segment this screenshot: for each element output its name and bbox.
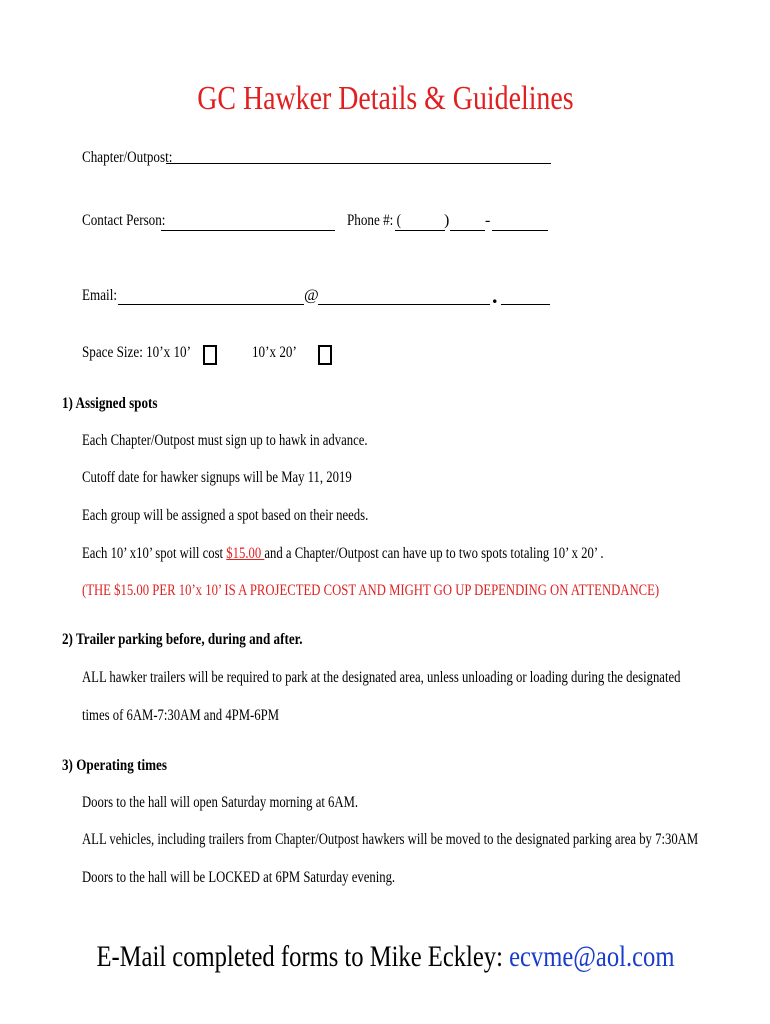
email-label: Email: [82,287,117,304]
section-trailer-parking-heading: 2) Trailer parking before, during and after. [62,631,303,648]
chapter-outpost-field[interactable] [166,163,551,164]
space-10x20-checkbox[interactable] [318,345,332,365]
phone-dash: - [485,212,491,229]
projected-cost-note: (THE $15.00 PER 10’x 10’ IS A PROJECTED COST AND MIGHT GO UP DEPENDING ON ATTENDANCE) [82,582,660,599]
phone-paren-close: ) [444,212,450,229]
section-operating-times-heading: 3) Operating times [62,757,167,774]
email-domain-field[interactable] [318,304,490,305]
phone-area-code-field[interactable] [395,230,445,231]
chapter-outpost-label: Chapter/Outpost: [82,149,173,166]
phone-prefix-field[interactable] [450,230,485,231]
paragraph: Doors to the hall will be LOCKED at 6PM Saturday evening. [82,869,396,886]
footer-text: E-Mail completed forms to Mike Eckley: [95,940,509,973]
email-tld-field[interactable] [501,304,550,305]
paragraph: Each group will be assigned a spot based on their needs. [82,507,369,524]
paragraph: ALL vehicles, including trailers from Chapter/Outpost hawkers will be moved to the designated parking area by 7:30AM [82,831,699,848]
price-value: $15.00 [226,545,265,562]
email-user-field[interactable] [118,304,304,305]
paragraph: ALL hawker trailers will be required to park at the designated area, unless unloading or loading during the designated [82,669,681,686]
contact-email-link[interactable]: ecvme@aol.com [508,940,675,973]
paragraph: times of 6AM-7:30AM and 4PM-6PM [82,707,280,724]
space-10x20-label: 10’x 20’ [252,344,297,361]
email-at-sign: @ [304,287,319,304]
space-10x10-checkbox[interactable] [203,345,217,365]
paragraph-spot-cost [82,545,718,563]
phone-label: Phone #: ( [347,212,401,229]
phone-line-field[interactable] [492,230,548,231]
space-size-label: Space Size: 10’x 10’ [82,344,191,361]
paragraph: Cutoff date for hawker signups will be May 11, 2019 [82,469,352,486]
contact-person-field[interactable] [161,230,335,231]
paragraph: Each Chapter/Outpost must sign up to hawk in advance. [82,432,368,449]
paragraph: Doors to the hall will open Saturday morning at 6AM. [82,794,359,811]
footer-instructions [0,940,770,974]
text: and a Chapter/Outpost can have up to two spots totaling 10’ x 20’ . [264,545,604,562]
email-dot: . [492,283,498,308]
text: Each 10’ x10’ spot will cost [82,545,227,562]
page-title: GC Hawker Details & Guidelines [196,80,574,117]
contact-person-label: Contact Person: [82,212,166,229]
section-assigned-spots-heading: 1) Assigned spots [62,395,158,412]
